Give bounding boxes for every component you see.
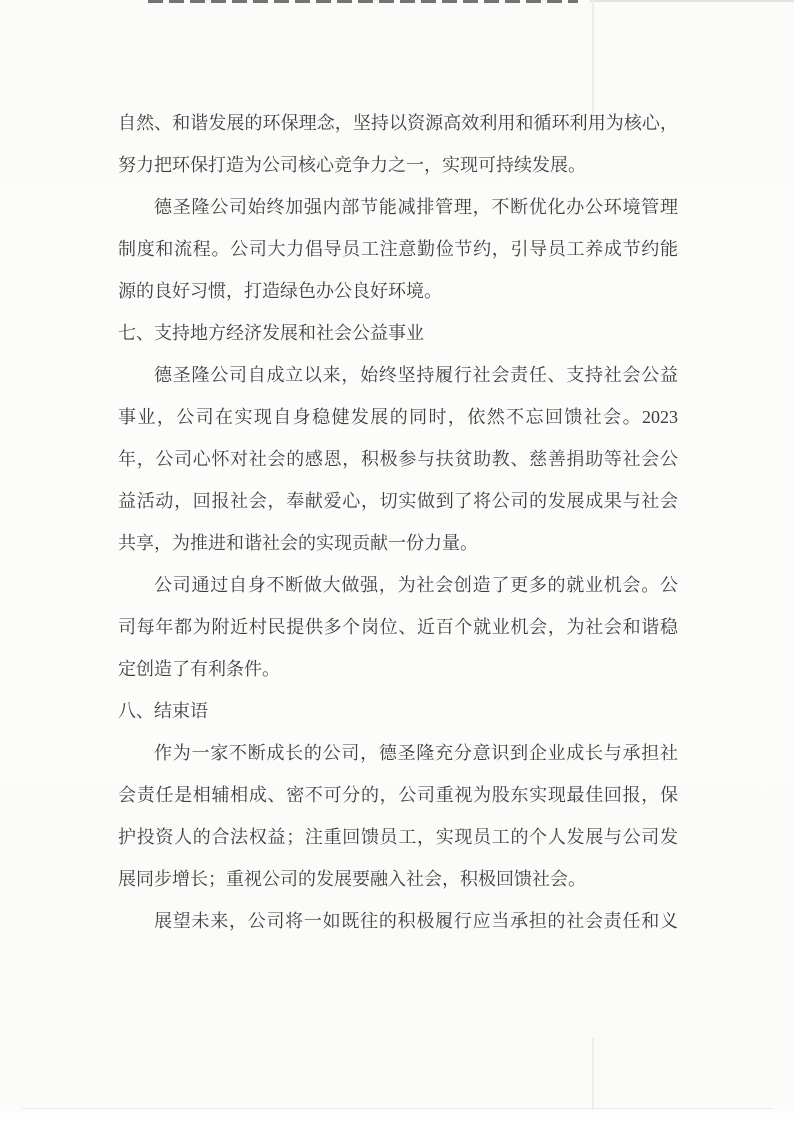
text-line: 益活动，回报社会，奉献爱心，切实做到了将公司的发展成果与社会 xyxy=(118,491,678,511)
scan-top-edge-faint-artifact xyxy=(590,0,794,2)
scan-vertical-seam-bottom xyxy=(592,1038,594,1110)
text-line: 护投资人的合法权益；注重回馈员工，实现员工的个人发展与公司发 xyxy=(118,827,678,847)
scan-bottom-edge-artifact xyxy=(22,1108,774,1109)
text-line: 展望未来，公司将一如既往的积极履行应当承担的社会责任和义 xyxy=(154,911,678,931)
text-line: 德圣隆公司始终加强内部节能减排管理，不断优化办公环境管理 xyxy=(154,197,678,217)
text-line: 源的良好习惯，打造绿色办公良好环境。 xyxy=(118,281,442,301)
text-line: 德圣隆公司自成立以来，始终坚持履行社会责任、支持社会公益 xyxy=(154,365,678,385)
text-line: 自然、和谐发展的环保理念，坚持以资源高效利用和循环利用为核心， xyxy=(118,113,678,133)
text-line: 会责任是相辅相成、密不可分的，公司重视为股东实现最佳回报，保 xyxy=(118,785,678,805)
text-line: 公司通过自身不断做大做强，为社会创造了更多的就业机会。公 xyxy=(154,575,678,595)
report-body xyxy=(118,102,678,942)
section-heading-7: 七、支持地方经济发展和社会公益事业 xyxy=(118,323,424,343)
text-line: 努力把环保打造为公司核心竞争力之一，实现可持续发展。 xyxy=(118,155,586,175)
text-line: 制度和流程。公司大力倡导员工注意勤俭节约，引导员工养成节约能 xyxy=(118,239,678,259)
text-line: 事业，公司在实现自身稳健发展的同时，依然不忘回馈社会。2023 xyxy=(118,407,678,427)
text-line: 年，公司心怀对社会的感恩，积极参与扶贫助教、慈善捐助等社会公 xyxy=(118,449,678,469)
text-line: 共享，为推进和谐社会的实现贡献一份力量。 xyxy=(118,533,478,553)
text-line: 司每年都为附近村民提供多个岗位、近百个就业机会，为社会和谐稳 xyxy=(118,617,678,637)
scan-top-edge-artifact xyxy=(148,0,578,3)
text-line: 展同步增长；重视公司的发展要融入社会，积极回馈社会。 xyxy=(118,869,586,889)
text-line: 定创造了有利条件。 xyxy=(118,659,280,679)
text-line: 作为一家不断成长的公司，德圣隆充分意识到企业成长与承担社 xyxy=(154,743,678,763)
section-heading-8: 八、结束语 xyxy=(118,701,208,721)
